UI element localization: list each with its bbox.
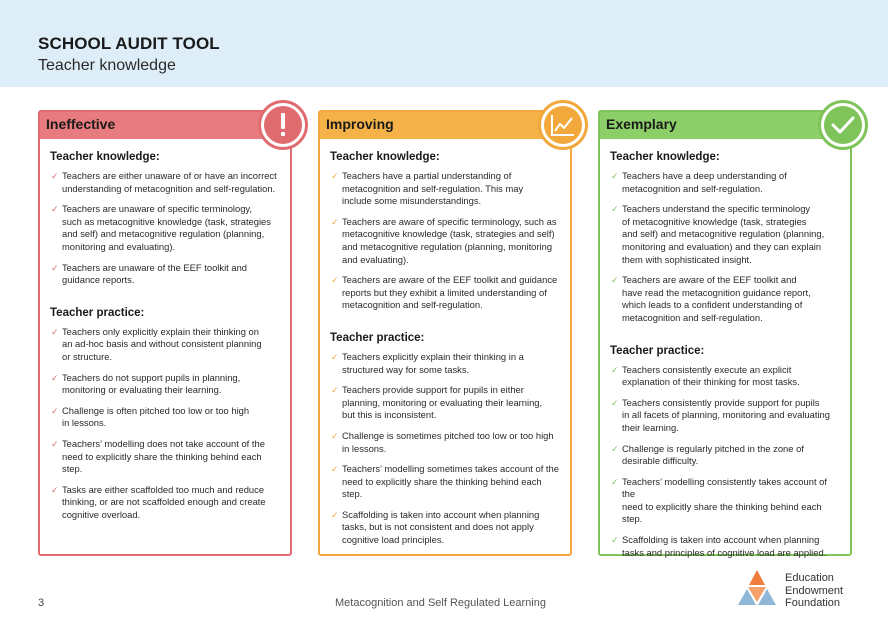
check-icon: ✓: [51, 171, 59, 181]
check-icon: ✓: [611, 364, 619, 375]
item-line: such as metacognitive knowledge (task, strategies: [62, 215, 271, 227]
list-item: [610, 476, 840, 526]
item-line: Teachers only explicitly explain their thinking on: [62, 325, 259, 337]
checkmark-icon: [824, 106, 862, 144]
check-icon: ✓: [611, 476, 619, 487]
item-line: Teachers are aware of specific terminology, such as: [342, 215, 557, 227]
column-exemplary: [598, 110, 852, 556]
item-line: Challenge is sometimes pitched too low or too high: [342, 429, 554, 441]
list-item: [50, 405, 280, 430]
item-line: Challenge is often pitched too low or too high: [62, 404, 250, 416]
column-body: [40, 139, 290, 521]
column-improving: [318, 110, 572, 556]
eef-logo-text: [785, 572, 843, 610]
check-icon: ✓: [51, 262, 59, 273]
column-body: [320, 139, 570, 547]
item-line: and evaluating).: [342, 253, 409, 265]
list-item: [610, 397, 840, 435]
item-line: Teachers are unaware of specific terminology,: [62, 203, 253, 215]
list-item: [330, 463, 560, 501]
item-line: Teachers understand the specific terminology: [622, 203, 811, 215]
item-line: them with sophisticated insight.: [622, 253, 752, 265]
item-line: understanding of metacognition and self-regulation.: [62, 182, 276, 194]
check-icon: ✓: [331, 171, 339, 181]
item-line: Teachers are either unaware of or have an incorrect: [62, 170, 277, 181]
badge-ineffective: [258, 100, 308, 150]
item-line: Teachers’ modelling sometimes takes account of the: [342, 463, 559, 475]
item-line: Teachers are aware of the EEF toolkit and guidance: [342, 274, 558, 286]
item-line: an ad-hoc basis and without consistent planning: [62, 338, 262, 350]
list-item: [330, 170, 560, 208]
check-icon: ✓: [51, 405, 59, 416]
item-line: explanation of their thinking for most tasks.: [622, 376, 800, 388]
check-icon: ✓: [51, 484, 59, 495]
check-icon: ✓: [611, 535, 619, 546]
item-line: Teachers explicitly explain their thinking in a: [342, 350, 524, 362]
list-item: [50, 326, 280, 364]
item-line: metacognition and self-regulation.: [622, 182, 763, 194]
item-line: Teachers have a deep understanding of: [622, 170, 787, 181]
page-title: SCHOOL AUDIT TOOL: [38, 34, 220, 53]
item-line: of metacognitive knowledge (task, strategies: [622, 215, 807, 227]
list-item: [610, 443, 840, 468]
item-line: Teachers have a partial understanding of: [342, 170, 512, 181]
item-line: monitoring or evaluating their learning.: [62, 384, 222, 396]
item-line: cognitive overload.: [62, 508, 141, 520]
column-heading: Exemplary: [600, 112, 850, 139]
column-heading: Ineffective: [40, 112, 290, 139]
item-line: metacognition and self-regulation.: [342, 299, 483, 311]
check-icon: ✓: [331, 509, 339, 520]
item-line: monitoring and evaluating).: [62, 240, 176, 252]
list-item: [330, 274, 560, 312]
item-line: Scaffolding is taken into account when planning: [622, 534, 820, 546]
list-item: [50, 372, 280, 397]
list-item: [330, 351, 560, 376]
column-body: [600, 139, 850, 559]
item-line: Teachers consistently execute an explicit: [622, 363, 792, 375]
item-line: need to explicitly share the thinking behind each step.: [622, 500, 822, 525]
check-icon: ✓: [611, 275, 619, 286]
list-item: [50, 170, 280, 195]
item-line: reports but they exhibit a limited understanding of: [342, 286, 547, 298]
item-line: and self) and metacognitive regulation (planning,: [622, 228, 825, 240]
item-line: Teachers do not support pupils in planning,: [62, 371, 241, 383]
check-icon: ✓: [51, 438, 59, 449]
check-icon: ✓: [331, 464, 339, 475]
list-item: [610, 364, 840, 389]
item-line: or structure.: [62, 350, 113, 362]
item-line: cognitive load principles.: [342, 534, 445, 546]
header-banner: [0, 0, 888, 87]
column-heading: Improving: [320, 112, 570, 139]
section-title: Teacher practice:: [610, 344, 705, 357]
logo-line: Endowment: [785, 584, 844, 597]
list-item: [50, 262, 280, 287]
item-line: tasks, but is not consistent and does not apply: [342, 521, 534, 533]
item-line: need to explicitly share the thinking behind each step.: [342, 475, 542, 500]
item-line: metacognitive knowledge (task, strategies and self): [342, 228, 555, 240]
item-line: planning, monitoring or evaluating their learning,: [342, 396, 543, 408]
check-icon: ✓: [331, 385, 339, 396]
section-title: Teacher practice:: [50, 306, 145, 319]
item-line: Teachers’ modelling does not take account of the: [62, 437, 265, 449]
item-line: Scaffolding is taken into account when planning: [342, 508, 540, 520]
item-line: have read the metacognition guidance report,: [622, 286, 811, 298]
item-line: in lessons.: [62, 417, 107, 429]
page-subtitle: Teacher knowledge: [38, 57, 176, 74]
section-title: Teacher knowledge:: [50, 151, 160, 163]
item-line: in all facets of planning, monitoring and evaluating: [622, 409, 830, 421]
line-chart-icon: [544, 106, 582, 144]
page-number: 3: [38, 597, 45, 609]
check-icon: ✓: [611, 204, 619, 215]
item-line: Challenge is regularly pitched in the zone of: [622, 442, 804, 454]
list-item: [610, 274, 840, 324]
check-icon: ✓: [331, 430, 339, 441]
item-line: in lessons.: [342, 442, 387, 454]
list-item: [50, 484, 280, 522]
list-item: [330, 216, 560, 266]
item-line: need to explicitly share the thinking behind each step.: [62, 450, 262, 475]
list-item: [50, 203, 280, 253]
item-line: which leads to a confident understanding of: [622, 299, 803, 311]
list-item: [330, 509, 560, 547]
item-line: thinking, or are not scaffolded enough and create: [62, 496, 266, 508]
logo-line: Education: [785, 572, 834, 584]
item-line: Teachers are aware of the EEF toolkit and: [622, 274, 797, 286]
check-icon: ✓: [51, 372, 59, 383]
item-line: tasks and principles of cognitive load are applied.: [622, 546, 827, 558]
list-item: [610, 170, 840, 195]
list-item: [610, 534, 840, 559]
list-item: [610, 203, 840, 266]
badge-improving: [538, 100, 588, 150]
item-line: structured way for some tasks.: [342, 363, 470, 375]
item-line: metacognition and self-regulation.: [622, 311, 763, 323]
check-icon: ✓: [611, 397, 619, 408]
item-line: Tasks are either scaffolded too much and reduce: [62, 483, 265, 495]
list-item: [330, 430, 560, 455]
list-item: [50, 438, 280, 476]
item-line: desirable difficulty.: [622, 455, 699, 467]
item-line: Teachers consistently provide support for pupils: [622, 396, 820, 408]
badge-exemplary: [818, 100, 868, 150]
section-title: Teacher practice:: [330, 331, 425, 344]
exclamation-icon: [264, 106, 302, 144]
check-icon: ✓: [331, 275, 339, 286]
logo-line: Foundation: [785, 597, 841, 609]
item-line: and self) and metacognitive regulation (planning,: [62, 228, 265, 240]
list-item: [330, 384, 560, 422]
item-line: guidance reports.: [62, 274, 135, 286]
item-line: Teachers’ modelling consistently takes account of the: [622, 475, 827, 500]
footer-title: Metacognition and Self Regulated Learning: [335, 597, 546, 609]
check-icon: ✓: [331, 351, 339, 362]
item-line: monitoring and evaluation) and they can explain: [622, 240, 822, 252]
column-ineffective: [38, 110, 292, 556]
check-icon: ✓: [611, 443, 619, 454]
item-line: Teachers are unaware of the EEF toolkit and: [62, 261, 247, 273]
eef-logo-icon: [736, 568, 778, 612]
item-line: their learning.: [622, 421, 679, 433]
item-line: but this is inconsistent.: [342, 409, 437, 421]
item-line: and metacognitive regulation (planning, monitoring: [342, 240, 553, 252]
item-line: Teachers provide support for pupils in either: [342, 384, 524, 396]
check-icon: ✓: [331, 216, 339, 227]
check-icon: ✓: [611, 171, 619, 181]
section-title: Teacher knowledge:: [330, 151, 440, 163]
check-icon: ✓: [51, 326, 59, 337]
item-line: include some misunderstandings.: [342, 195, 482, 207]
section-title: Teacher knowledge:: [610, 151, 720, 163]
check-icon: ✓: [51, 204, 59, 215]
item-line: metacognition and self-regulation. This may: [342, 182, 524, 194]
